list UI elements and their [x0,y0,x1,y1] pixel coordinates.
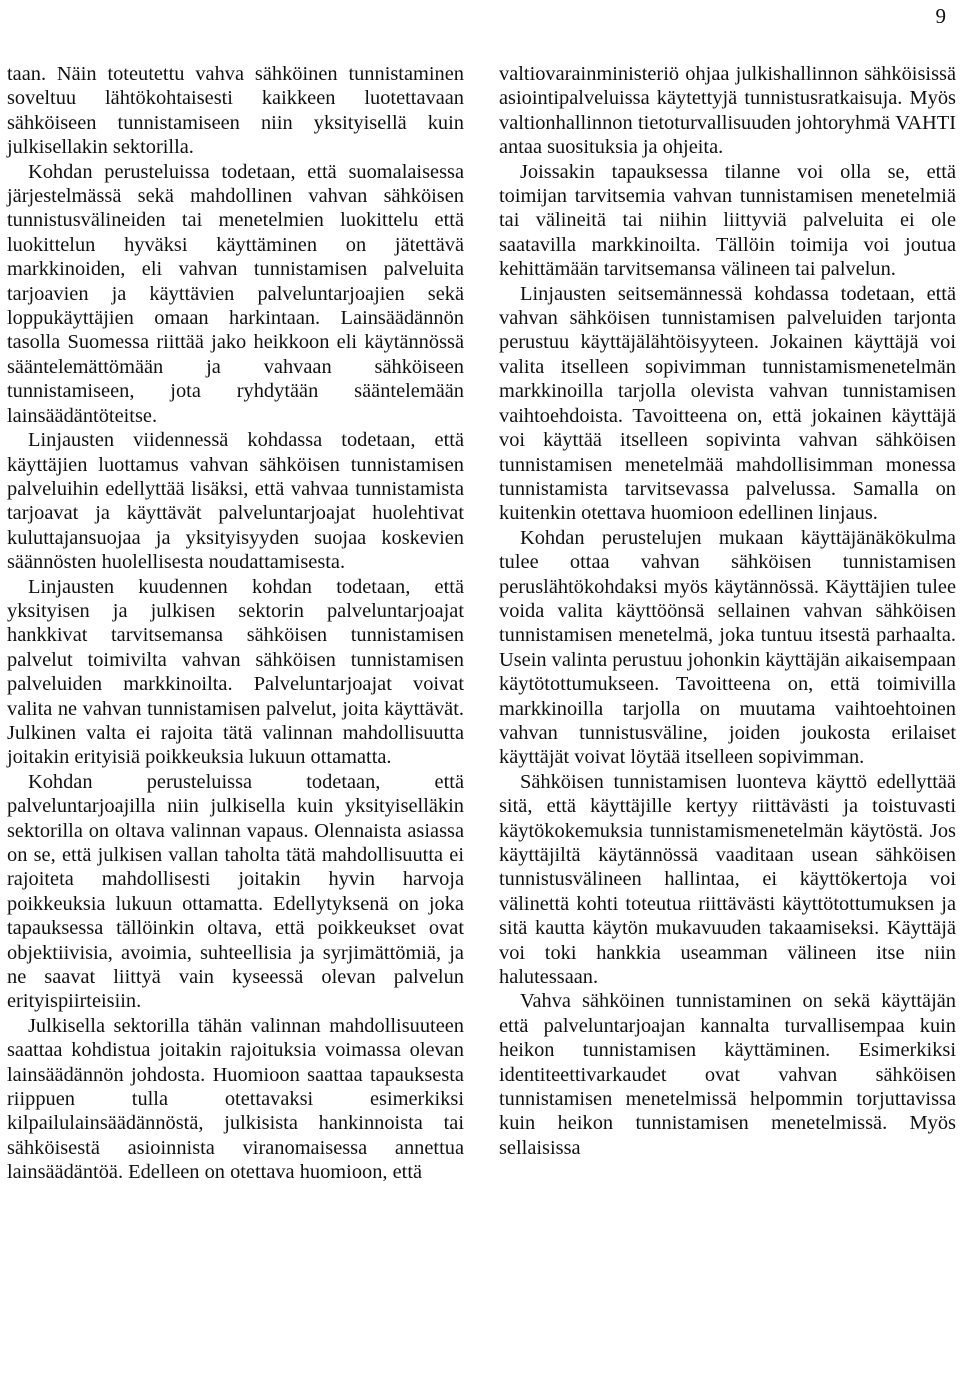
left-paragraph-5: Kohdan perusteluissa todetaan, että palveluntarjoajilla niin julkisella kuin yksityiselläkin sektorilla on oltava valinnan vapaus. Olennaista asiassa on se, että julkisen vallan taholta tätä mahdollisuutta ei rajoiteta mahdollisesti joitakin hyvin harvoja poikkeuksia lukuun ottamatta. Edellytyksenä on joka tapauksessa tällöinkin oltava, että poikkeukset ovat objektiivisia, avoimia, suhteellisia ja syrjimättömiä, ja ne saavat liittyä vain kyseessä olevan palvelun erityispiirteisiin. [7,770,464,1013]
left-paragraph-2: Kohdan perusteluissa todetaan, että suomalaisessa järjestelmässä sekä mahdollinen vahvan sähköisen tunnistusvälineiden tai menetelmien luokittelu että luokittelun hyväksi käyttäminen on jätettävä markkinoiden, eli vahvan tunnistamisen palveluita tarjoavien ja käyttävien palveluntarjoajien sekä loppukäyttäjien omaan harkintaan. Lainsäädännön tasolla Suomessa riittää jako heikkoon eli käytännössä sääntelemättömään ja vahvaan sähköiseen tunnistamiseen, jota ryhdytään sääntelemään lainsäädäntöteitse. [7,160,464,427]
page-number: 9 [935,4,946,28]
right-paragraph-6: Vahva sähköinen tunnistaminen on sekä käyttäjän että palveluntarjoajan kannalta turvallisempaa kuin heikon tunnistamisen käyttäminen. Esimerkiksi identiteettivarkaudet ovat vahvan sähköisen tunnistamisen menetelmissä helpommin torjuttavissa kuin heikon tunnistamisen menetelmissä. Myös sellaisissa [499,990,956,1159]
right-column [499,62,956,1160]
right-paragraph-5: Sähköisen tunnistamisen luonteva käyttö edellyttää sitä, että käyttäjille kertyy riittävästi ja toistuvasti käytökokemuksia tunnistamismenetelmän käytöstä. Jos käyttäjiltä käytännössä vaaditaan usean sähköisen tunnistusvälineen hallintaa, ei käyttökertoja voi välinettä kohti toteutua riittävästi käyttötottumuksen ja sitä kautta käytön mukavuuden takaamiseksi. Käyttäjä voi toki hankkia useamman välineen itse niin halutessaan. [499,770,956,989]
right-paragraph-1: valtiovarainministeriö ohjaa julkishallinnon sähköisissä asiointipalveluissa käytettyjä tunnistusratkaisuja. Myös valtionhallinnon tietoturvallisuuden johtoryhmä VAHTI antaa suosituksia ja ohjeita. [499,63,956,159]
left-paragraph-3: Linjausten viidennessä kohdassa todetaan, että käyttäjien luottamus vahvan sähköisen tunnistamisen palveluihin edellyttää lisäksi, että vahvaa tunnistamista tarjoavat ja käyttävät palveluntarjoajat huolehtivat kuluttajansuojaa ja yksityisyyden suojaa koskevien säännösten huolellisesta noudattamisesta. [7,429,464,574]
left-paragraph-4: Linjausten kuudennen kohdan todetaan, että yksityisen ja julkisen sektorin palveluntarjoajat hankkivat tarvitsemansa sähköisen tunnistamisen palvelut toimivilta vahvan sähköisen tunnistamisen palveluiden markkinoilta. Palveluntarjoajat voivat valita ne vahvan tunnistamisen palvelut, joita käyttävät. Julkinen valta ei rajoita tätä valinnan mahdollisuutta joitakin erityisiä poikkeuksia lukuun ottamatta. [7,575,464,769]
right-paragraph-3: Linjausten seitsemännessä kohdassa todetaan, että vahvan sähköisen tunnistamisen palveluiden tarjonta perustuu käyttäjälähtöisyyteen. Jokainen käyttäjä voi valita itselleen sopivimman tunnistamismenetelmän markkinoilla tarjolla olevista vahvan tunnistamisen vaihtoehdoista. Tavoitteena on, että jokainen käyttäjä voi käyttää itselleen sopivinta vahvan sähköisen tunnistamisen menetelmää mahdollisimman monessa tunnistamista tarvitsevassa palvelussa. Samalla on kuitenkin otettava huomioon edellinen linjaus. [499,282,956,525]
right-paragraph-2: Joissakin tapauksessa tilanne voi olla se, että toimijan tarvitsemia vahvan tunnistamisen menetelmiä tai välineitä tai niihin liittyviä palveluita ei ole saatavilla markkinoilta. Tällöin toimija voi joutua kehittämään tarvitsemansa välineen tai palvelun. [499,160,956,281]
right-paragraph-4: Kohdan perustelujen mukaan käyttäjänäkökulma tulee ottaa vahvan sähköisen tunnistamisen peruslähtökohdaksi myös käytännössä. Käyttäjien tulee voida valita käyttöönsä sellainen vahvan sähköisen tunnistamisen menetelmä, joka tuntuu itsestä parhaalta. Usein valinta perustuu johonkin käyttäjän aikaisempaan käytötottumukseen. Tavoitteena on, että toimivilla markkinoilla tarjolla on muutama vaihtoehtoinen vahvan tunnistusväline, joiden joukosta erilaiset käyttäjät voivat löytää itselleen sopivimman. [499,526,956,769]
left-paragraph-1: taan. Näin toteutettu vahva sähköinen tunnistaminen soveltuu lähtökohtaisesti kaikkeen luotettavaan sähköiseen tunnistamiseen niin yksityisellä kuin julkisellakin sektorilla. [7,63,464,159]
left-column [7,62,464,1185]
left-paragraph-6: Julkisella sektorilla tähän valinnan mahdollisuuteen saattaa kohdistua joitakin rajoituksia voimassa olevan lainsäädännön johdosta. Huomioon saattaa tapauksesta riippuen tulla otettavaksi esimerkiksi kilpailulainsäädännöstä, julkisista hankinnoista tai sähköisestä asioinnista viranomaisessa annettua lainsäädäntöä. Edelleen on otettava huomioon, että [7,1014,464,1184]
